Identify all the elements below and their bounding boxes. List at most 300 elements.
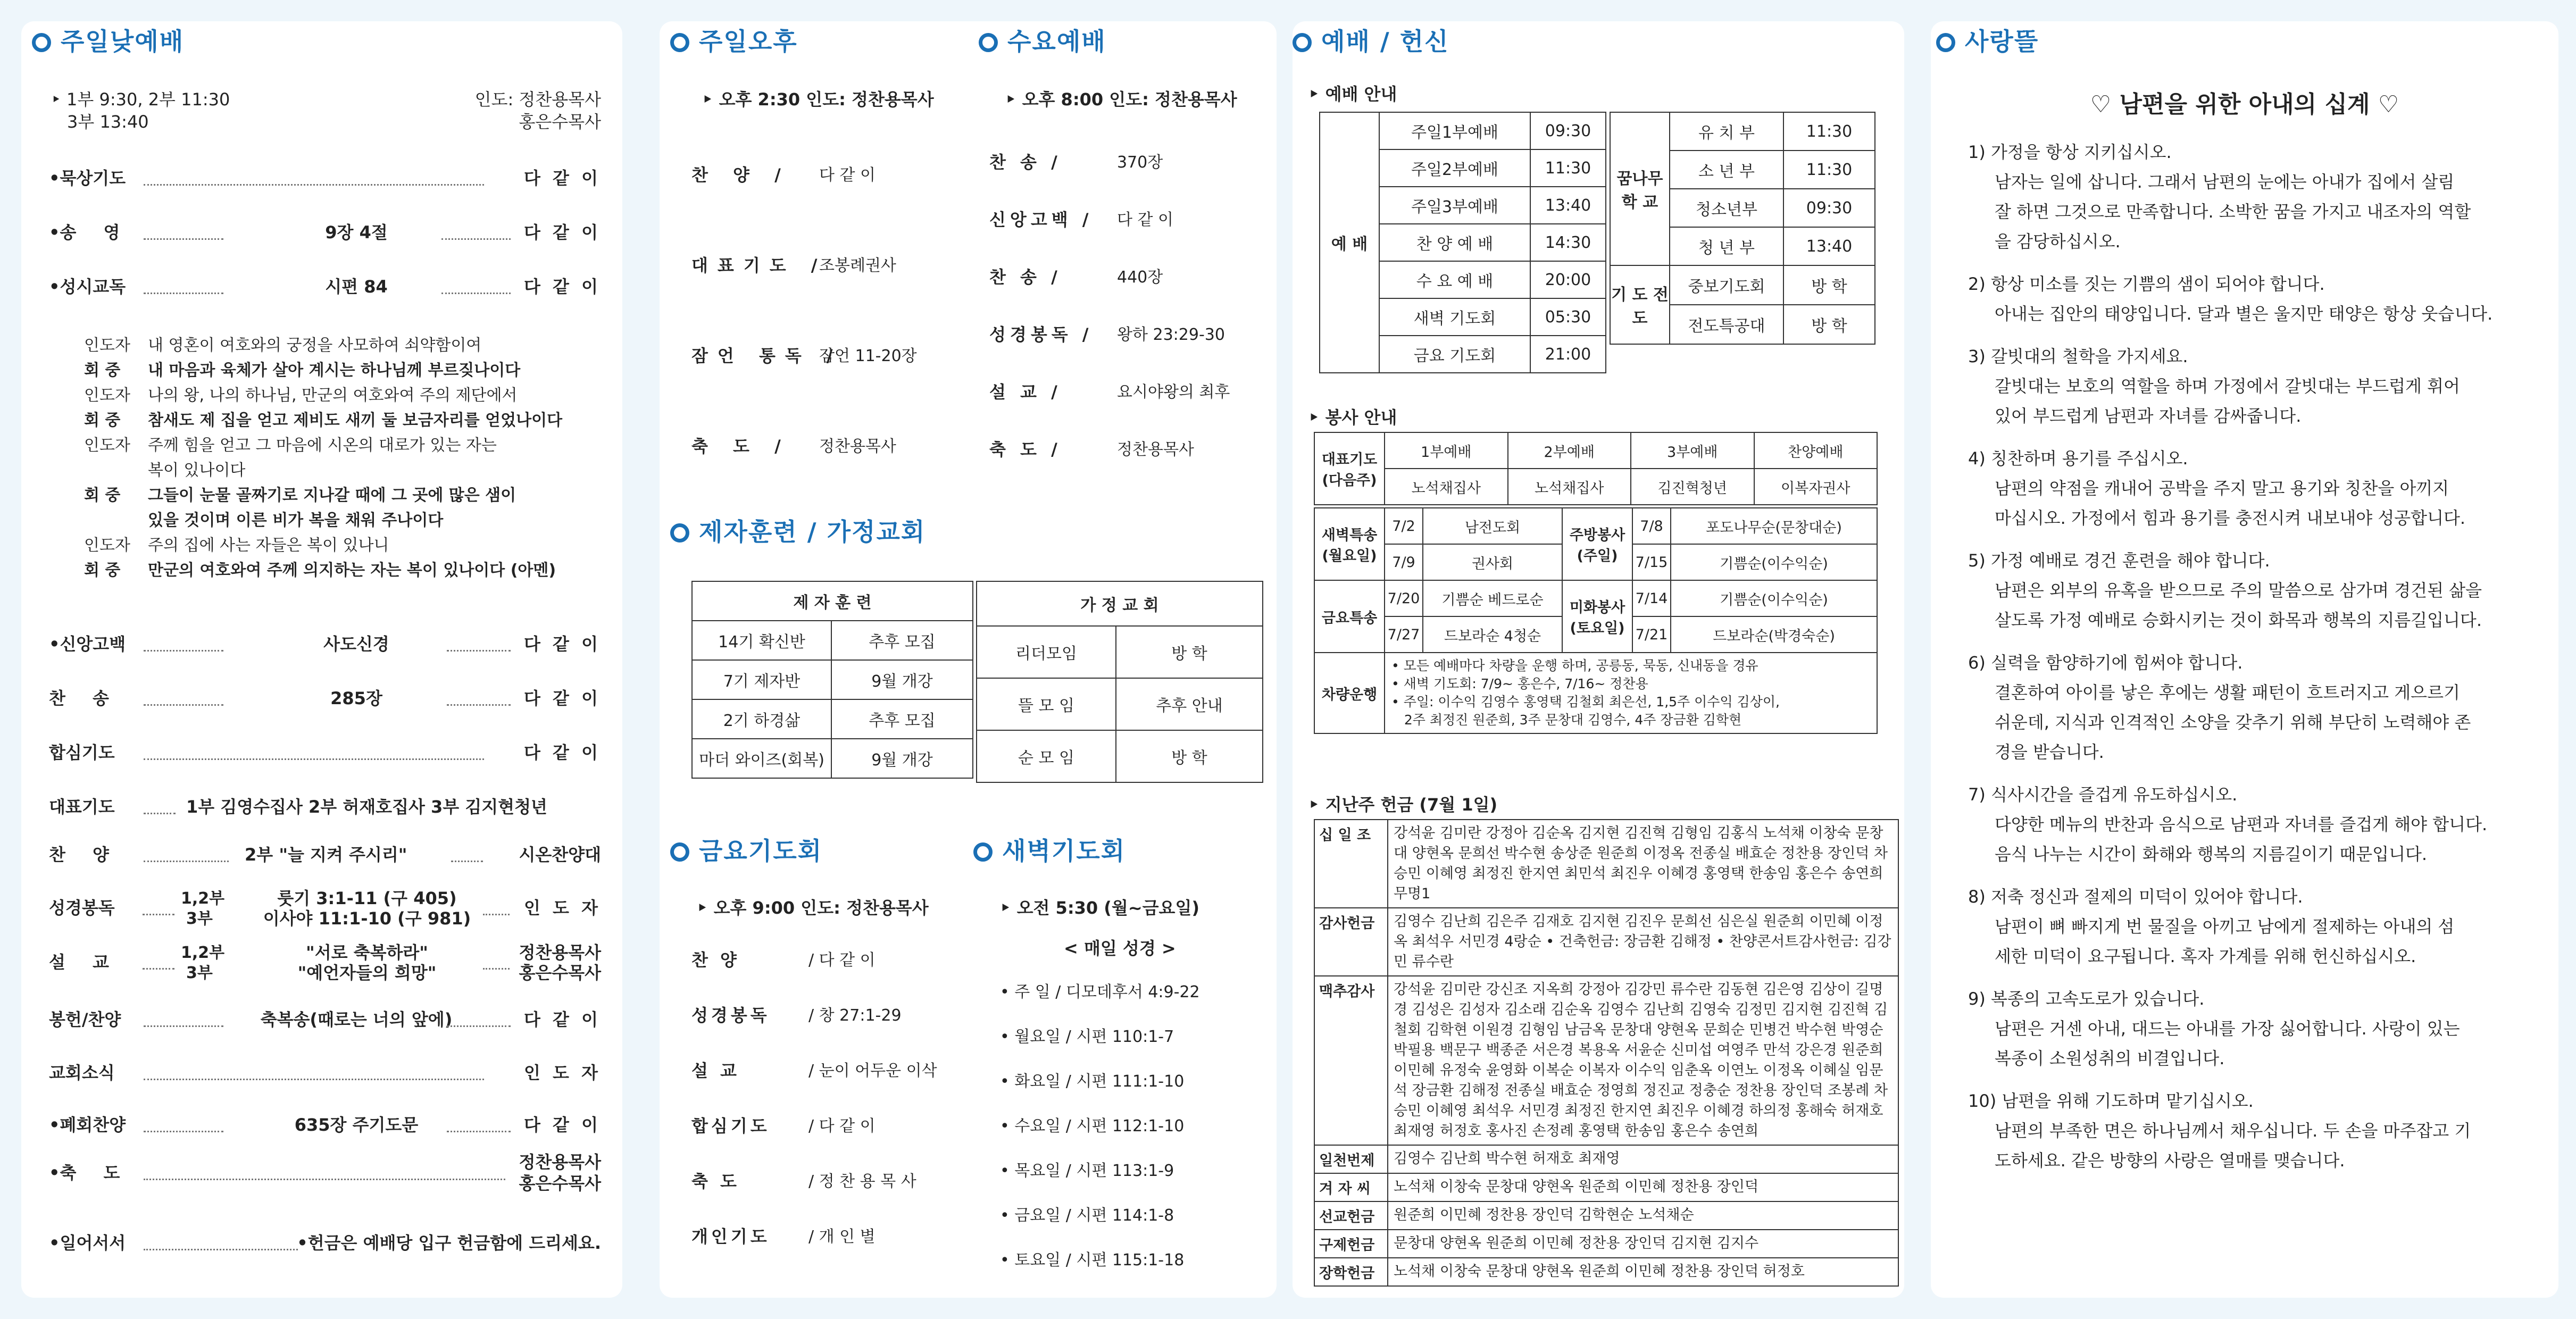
reading-label: 성경봉독 (49, 898, 115, 918)
dawn-reading: • 월요일 / 시편 110:1-7 (1000, 1028, 1174, 1046)
love-item-title: 4) 칭찬하며 용기를 주십시오. (1968, 448, 2188, 469)
love-item (1968, 882, 2542, 971)
item-label: 축 도 / (691, 436, 790, 456)
dot-leader (441, 292, 511, 294)
offering-category: 감사헌금 (1315, 908, 1388, 975)
love-item (1968, 780, 2542, 869)
prayer-name: 전도특공대 (1670, 305, 1783, 344)
leader-2: 홍은수목사 (519, 112, 601, 132)
offering-names: 김영수 김난희 박수현 허재호 최재영 (1394, 1150, 1620, 1167)
service-time: 21:00 (1530, 336, 1606, 373)
course-status: 9월 개강 (831, 660, 973, 699)
dept-time: 09:30 (1783, 189, 1875, 227)
table-row (692, 660, 973, 699)
love-item-body: 경을 받습니다. (1995, 742, 2104, 762)
date-cell: 7/8 (1632, 508, 1671, 544)
offering-row (1315, 976, 1898, 1146)
order-label: 찬 양 (49, 845, 109, 865)
item-value: 조봉례권사 (819, 256, 896, 275)
meeting-status: 방 학 (1116, 626, 1263, 678)
item-value: 왕하 23:29-30 (1117, 325, 1225, 344)
order-label: 교회소식 (49, 1063, 115, 1083)
bless-pastor-1: 정찬용목사 (519, 1152, 601, 1172)
section-title-training: 제자훈련 / 가정교회 (670, 513, 926, 548)
order-right: 다 같 이 (523, 222, 601, 243)
sermon-parts: 1,2부 (181, 944, 225, 962)
sermon-parts-2: 3부 (186, 964, 213, 982)
order-label: •묵상기도 (49, 168, 126, 188)
course-name: 7기 제자반 (692, 660, 831, 699)
item-label: 찬 송 / (989, 267, 1062, 287)
responsive-text: 주의 집에 사는 자들은 복이 있나니 (148, 536, 389, 555)
table-row (692, 699, 973, 739)
worship-guide-label: ‣ 예배 안내 (1308, 84, 1397, 104)
table-row (692, 739, 973, 778)
service-name: 주일2부예배 (1379, 149, 1530, 187)
item-label: 찬 송 / (989, 152, 1062, 172)
order-right: 시온찬양대 (519, 845, 601, 865)
offering-label: ‣ 지난주 헌금 (7월 1일) (1308, 795, 1498, 815)
service-time: 09:30 (1530, 112, 1606, 149)
panel-love-garden (1931, 21, 2558, 1298)
team-cell: 기쁨순(이수익순) (1671, 580, 1877, 616)
offering-row (1315, 1174, 1898, 1202)
responsive-text: 주께 힘을 얻고 그 마음에 시온의 대로가 있는 자는 (148, 436, 497, 455)
course-status: 추후 모집 (831, 621, 973, 660)
offering-row (1315, 820, 1898, 908)
dawn-sub: < 매일 성경 > (1064, 938, 1176, 958)
ring-icon (1936, 33, 1955, 52)
table-row (1610, 112, 1875, 151)
dot-leader (144, 1025, 223, 1027)
rep-header: 3부예배 (1631, 432, 1754, 469)
order-right: 인 도 자 (523, 1063, 601, 1083)
worship-group: 예 배 (1320, 112, 1379, 373)
offering-category: 십 일 조 (1315, 820, 1388, 907)
dot-leader (483, 913, 510, 915)
item-label: 합심기도 (691, 1116, 770, 1136)
love-item (1968, 269, 2542, 329)
service-name: 주일1부예배 (1379, 112, 1530, 149)
dot-leader (144, 704, 223, 706)
love-item (1968, 648, 2542, 767)
course-name: 2기 하경삶 (692, 699, 831, 739)
service-name: 주일3부예배 (1379, 187, 1530, 224)
responsive-text: 내 마음과 육체가 살아 계시는 하나님께 부르짖나이다 (148, 361, 521, 380)
section-title-wednesday: 수요예배 (979, 22, 1106, 57)
dawn-reading: • 토요일 / 시편 115:1-18 (1000, 1251, 1185, 1270)
item-label: 축 도 / (989, 439, 1062, 460)
love-item-body: 남편의 약점을 캐내어 공박을 주지 말고 용기와 칭찬을 아끼지 (1995, 478, 2449, 498)
reading-text-2: 이사야 11:1-10 (구 981) (263, 908, 471, 929)
order-right: 다 같 이 (523, 742, 601, 763)
ring-icon (973, 842, 993, 862)
item-value: / 눈이 어두운 이삭 (808, 1062, 937, 1080)
responsive-line (84, 432, 497, 455)
service-time: 11:30 (1530, 149, 1606, 187)
date-cell: 7/14 (1632, 580, 1671, 616)
ring-icon (32, 33, 51, 52)
dept-time: 11:30 (1783, 112, 1875, 151)
offering-category: 맥추감사 (1315, 976, 1388, 1145)
love-item-body: 을 감당하십시오. (1995, 231, 2121, 252)
item-value: / 다 같 이 (808, 1117, 876, 1136)
offering-category: 구제헌금 (1315, 1230, 1388, 1257)
date-cell: 7/2 (1385, 508, 1423, 544)
ring-icon (979, 33, 998, 52)
love-item-body: 남편이 뼈 빠지게 번 물질을 아끼고 남에게 절제하는 아내의 섬 (1995, 916, 2455, 937)
table-row (1610, 265, 1875, 305)
section-title-friday: 금요기도회 (670, 832, 822, 867)
offering-category: 장학헌금 (1315, 1258, 1388, 1285)
love-item-body: 결혼하여 아이를 낳은 후에는 생활 패턴이 흐트러지고 게으르기 (1995, 682, 2460, 703)
offering-names: 노석채 이창숙 문창대 양현옥 원준희 이민혜 정찬용 장인덕 (1394, 1179, 1759, 1195)
order-label: 봉헌/찬양 (49, 1009, 121, 1030)
service-name: 찬 양 예 배 (1379, 224, 1530, 261)
rep-header: 2부예배 (1508, 432, 1631, 469)
love-item-body: 갈빗대는 보호의 역할을 하며 가정에서 갈빗대는 부드럽게 휘어 (1995, 376, 2460, 396)
prayer-status: 방 학 (1783, 305, 1875, 344)
meeting-name: 순 모 임 (977, 730, 1116, 782)
responsive-line (84, 507, 443, 530)
item-value: 370장 (1117, 153, 1163, 172)
table-row (977, 626, 1263, 678)
responsive-speaker: 회 중 (84, 361, 121, 380)
responsive-text: 있을 것이며 이른 비가 복을 채워 주나이다 (148, 511, 444, 530)
offering-category: 겨 자 씨 (1315, 1174, 1388, 1201)
dot-leader (447, 704, 511, 706)
offering-names: 노석채 이창숙 문창대 양현옥 원준희 이민혜 정찬용 장인덕 허정호 (1394, 1263, 1805, 1280)
service-time: 20:00 (1530, 261, 1606, 298)
offering-names: 강석윤 김미란 강신조 지옥희 강정아 김강민 류수란 김동현 김은영 김상이 길명경 김성은 김성자 김소래 김순옥 김영수 김난희 김영숙 김정민 김지현 김진혁 김철회 김학현 이원경 김형임 남금옥 문창대 양현옥 문희순 민병건 박수현 박영순 박필용 백문구 백종준 서은경 복용옥 서윤순 신미섭 여영주 만석 강은경 원준희 이민혜 유정숙 윤영화 이복순 이복자 이수익 임춘옥 이연노 이정옥 이혜실 임문석 장금환 김해정 전종실 배효순 정영희 정진교 정충순 정찬용 장인덕 조봉례 차승민 이혜영 최석우 서민경 최정진 한지연 최진우 이혜경 하의정 홍해숙 허재호 최재영 허정호 홍사진 손정례 홍영택 한송임 홍은수 송연희 (1394, 981, 1888, 1139)
item-value: 440장 (1117, 268, 1163, 287)
panel-worship-offering (1293, 21, 1904, 1298)
meeting-status: 추후 안내 (1116, 678, 1263, 730)
dot-leader (144, 860, 229, 862)
order-right: 다 같 이 (523, 277, 601, 297)
service-guide-label: ‣ 봉사 안내 (1308, 407, 1397, 428)
item-value: 정찬용목사 (1117, 440, 1194, 459)
love-item (1968, 984, 2542, 1073)
team-cell: 남전도회 (1423, 508, 1562, 544)
service-name: 새벽 기도회 (1379, 298, 1530, 336)
section-title-sunday-pm: 주일오후 (670, 22, 798, 57)
responsive-line (84, 407, 562, 430)
love-item-body: 남편은 거센 아내, 대드는 아내를 가장 싫어합니다. 사랑이 있는 (1995, 1019, 2460, 1039)
dot-leader (144, 758, 484, 760)
item-value: 정찬용목사 (819, 437, 896, 456)
team-cell: 권사회 (1423, 544, 1562, 580)
love-item (1968, 137, 2542, 256)
love-item-body: 있어 부드럽게 남편과 자녀를 감싸줍니다. (1995, 406, 2302, 426)
offering-names: 김영수 김난희 김은주 김재호 김지현 김진우 문희선 심은실 원준희 이민혜 이정옥 최석우 서민경 4랑순 • 건축헌금: 장금환 김해정 • 찬양콘서트감사헌금: 김강민 류수란 (1394, 913, 1891, 970)
dawn-time: ‣ 오전 5:30 (월~금요일) (1000, 898, 1200, 918)
dot-leader (144, 1248, 298, 1250)
team-cell: 드보라순(박경숙순) (1671, 616, 1877, 653)
reading-right: 인 도 자 (523, 898, 601, 918)
order-label: •성시교독 (49, 277, 126, 297)
dept-time: 13:40 (1783, 227, 1875, 265)
offering-category: 일천번제 (1315, 1146, 1388, 1173)
offering-row (1315, 1230, 1898, 1258)
section-title-love: 사랑뜰 (1936, 22, 2039, 57)
responsive-line (84, 357, 520, 380)
item-value: 다 같 이 (1117, 211, 1174, 229)
kitchen-label: 주방봉사 (주일) (1562, 508, 1632, 580)
date-cell: 7/27 (1385, 616, 1423, 653)
love-heading: ♡ 남편을 위한 아내의 십계 ♡ (2090, 91, 2399, 118)
reading-parts-2: 3부 (186, 909, 213, 928)
service-times-2: 3부 13:40 (67, 112, 149, 132)
responsive-speaker: 회 중 (84, 561, 121, 580)
rep-header: 찬양예배 (1754, 432, 1878, 469)
order-center: 축복송(때로는 너의 앞에) (260, 1009, 453, 1030)
item-label: 신앙고백 / (989, 210, 1093, 230)
offering-note: •헌금은 예배당 입구 헌금함에 드리세요. (297, 1233, 601, 1253)
item-value: / 다 같 이 (808, 951, 876, 970)
dot-leader (144, 238, 223, 240)
item-label: 성경봉독 / (989, 324, 1093, 345)
reading-text-1: 룻기 3:1-11 (구 405) (277, 888, 457, 908)
responsive-speaker: 회 중 (84, 486, 121, 505)
love-item-body: 복종이 소원성취의 비결입니다. (1995, 1048, 2225, 1068)
dawn-reading: • 화요일 / 시편 111:1-10 (1000, 1072, 1185, 1091)
worship-times-table (1319, 112, 1606, 373)
dot-leader (451, 860, 483, 862)
dot-leader (144, 183, 484, 186)
offering-row (1315, 1202, 1898, 1230)
prayer-group: 기 도 전 도 (1610, 265, 1670, 344)
love-item-body: 쉬운데, 지식과 인격적인 소양을 갖추기 위해 부단히 노력해야 존 (1995, 712, 2471, 732)
dept-name: 청 년 부 (1670, 227, 1783, 265)
item-label: 찬 양 / (691, 165, 790, 185)
service-times: ‣ 1부 9:30, 2부 11:30 (51, 89, 230, 110)
wednesday-time: ‣ 오후 8:00 인도: 정찬용목사 (1005, 89, 1237, 110)
item-label: 찬 양 (691, 950, 740, 970)
table-row (977, 678, 1263, 730)
special-service-table (1314, 507, 1878, 734)
home-church-table (976, 581, 1263, 783)
order-label: •폐회찬양 (49, 1115, 126, 1135)
order-center: 635장 주기도문 (294, 1115, 419, 1135)
section-title-worship: 예배 / 헌신 (1293, 22, 1449, 57)
love-item-body: 다양한 메뉴의 반찬과 음식으로 남편과 자녀를 즐겁게 해야 합니다. (1995, 814, 2488, 834)
course-name: 14기 확신반 (692, 621, 831, 660)
love-item (1968, 341, 2542, 431)
rep-name: 노석채집사 (1508, 469, 1631, 505)
dept-name: 유 치 부 (1670, 112, 1783, 151)
item-value: / 정 찬 용 목 사 (808, 1172, 916, 1191)
table-row (977, 730, 1263, 782)
dot-leader (447, 1025, 511, 1027)
team-cell: 기쁨순 베드로순 (1423, 580, 1562, 616)
ring-icon (1293, 33, 1312, 52)
sermon-preacher-2: 홍은수목사 (519, 963, 601, 983)
love-item-body: 마십시오. 가정에서 힘과 용기를 충전시켜 내보내야 성공합니다. (1995, 508, 2466, 528)
love-item-body: 잘 하면 그것으로 만족합니다. 소박한 꿈을 가지고 내조자의 역할 (1995, 202, 2471, 222)
date-cell: 7/9 (1385, 544, 1423, 580)
section-title-dawn: 새벽기도회 (973, 832, 1126, 867)
love-item-body: 도하세요. 같은 방향의 사랑은 열매를 맺습니다. (1995, 1150, 2345, 1171)
responsive-speaker: 회 중 (84, 411, 121, 430)
table-row (1320, 112, 1606, 149)
fri-special-label: 금요특송 (1314, 580, 1385, 653)
sermon-label: 설 교 (49, 952, 109, 972)
bless-pastor-2: 홍은수목사 (519, 1173, 601, 1193)
love-item-title: 3) 갈빗대의 철학을 가지세요. (1968, 346, 2188, 366)
school-group: 꿈나무 학 교 (1610, 112, 1670, 265)
dot-leader (144, 1078, 484, 1080)
love-item-body: 음식 나누는 시간이 화해와 행복의 지름길이기 때문입니다. (1995, 844, 2428, 864)
ring-icon (670, 523, 689, 542)
friday-time: ‣ 오후 9:00 인도: 정찬용목사 (697, 898, 929, 918)
dot-leader (144, 292, 223, 294)
leader-1: 인도: 정찬용목사 (474, 89, 601, 110)
item-label: 축 도 (691, 1171, 740, 1191)
item-label: 개인기도 (691, 1226, 770, 1247)
offering-row (1315, 1258, 1898, 1285)
order-right: 다 같 이 (523, 688, 601, 708)
dot-leader (143, 913, 174, 915)
dot-leader (144, 1130, 223, 1132)
order-center: 2부 "늘 지켜 주시리" (245, 845, 407, 865)
section-title-sunday-noon: 주일낮예배 (32, 22, 184, 57)
offering-names: 강석윤 김미란 강정아 김순옥 김지현 김진혁 김형임 김홍식 노석채 이창숙 문창대 양현옥 문희선 박수현 송상준 원준희 이정옥 전종실 배효순 정찬용 장인덕 차승민 이혜영 최정진 한지연 최민석 최진우 이혜경 홍영택 한송임 홍은수 송연희 무명1 (1394, 825, 1888, 902)
responsive-speaker: 인도자 (84, 336, 130, 355)
car-label: 차량운행 (1314, 653, 1385, 733)
responsive-text: 그들이 눈물 골짜기로 지나갈 때에 그 곳에 많은 샘이 (148, 486, 516, 505)
love-item-body: 아내는 집안의 태양입니다. 달과 별은 울지만 태양은 항상 웃습니다. (1995, 304, 2493, 324)
date-cell: 7/20 (1385, 580, 1423, 616)
beauty-label: 미화봉사 (토요일) (1562, 580, 1632, 653)
offering-names: 문창대 양현옥 원준희 이민혜 정찬용 장인덕 김지현 김지수 (1394, 1235, 1759, 1251)
order-label: 대표기도 (49, 797, 115, 817)
prayer-status: 방 학 (1783, 265, 1875, 305)
prayer-name: 중보기도회 (1670, 265, 1783, 305)
love-item-title: 8) 저축 정신과 절제의 미덕이 있어야 합니다. (1968, 887, 2303, 907)
love-item-title: 1) 가정을 항상 지키십시오. (1968, 142, 2172, 162)
responsive-text: 참새도 제 집을 얻고 제비도 새끼 둘 보금자리를 얻었나이다 (148, 411, 563, 430)
offering-names: 원준희 이민혜 정찬용 장인덕 김학현순 노석채순 (1394, 1207, 1694, 1223)
rep-name: 김진혁청년 (1631, 469, 1754, 505)
team-cell: 포도나무순(문창대순) (1671, 508, 1877, 544)
dept-name: 청소년부 (1670, 189, 1783, 227)
dot-leader (144, 649, 223, 652)
rep-prayer-label: 대표기도 (다음주) (1314, 432, 1385, 505)
love-item (1968, 546, 2542, 635)
course-status: 9월 개강 (831, 739, 973, 778)
item-value: / 창 27:1-29 (808, 1006, 902, 1025)
ring-icon (670, 33, 689, 52)
love-item-title: 6) 실력을 함양하기에 힘써야 합니다. (1968, 653, 2243, 673)
love-item-body: 남편의 부족한 면은 하나님께서 채우십니다. 두 손을 마주잡고 기 (1995, 1121, 2471, 1141)
order-center: 9장 4절 (325, 222, 388, 243)
rep-prayer-table (1314, 432, 1878, 505)
responsive-text: 나의 왕, 나의 하나님, 만군의 여호와여 주의 제단에서 (148, 386, 518, 405)
sermon-title-1: "서로 축복하라" (306, 942, 428, 963)
reading-parts: 1,2부 (181, 889, 225, 908)
love-item-title: 9) 복종의 고속도로가 있습니다. (1968, 989, 2205, 1009)
item-label: 설 교 / (989, 382, 1062, 402)
sermon-preacher-1: 정찬용목사 (519, 942, 601, 963)
service-time: 13:40 (1530, 187, 1606, 224)
responsive-text: 복이 있나이다 (148, 461, 246, 480)
love-item-title: 5) 가정 예배로 경건 훈련을 해야 합니다. (1968, 550, 2270, 571)
offering-category: 선교헌금 (1315, 1202, 1388, 1229)
dawn-reading: • 수요일 / 시편 112:1-10 (1000, 1117, 1185, 1136)
responsive-line (84, 557, 556, 580)
order-center: 1부 김영수집사 2부 허재호집사 3부 김지현청년 (186, 797, 547, 817)
responsive-line (84, 532, 389, 555)
item-label: 잠언 통독 / (691, 346, 843, 366)
table-row (692, 621, 973, 660)
service-name: 수 요 예 배 (1379, 261, 1530, 298)
love-item-title: 7) 식사시간을 즐겁게 유도하십시오. (1968, 784, 2238, 805)
item-value: 다 같 이 (819, 166, 876, 185)
course-name: 마더 와이즈(회복) (692, 739, 831, 778)
team-cell: 기쁨순(이수익순) (1671, 544, 1877, 580)
order-center: 시편 84 (325, 277, 388, 297)
responsive-speaker: 인도자 (84, 436, 130, 455)
offering-list (1314, 819, 1899, 1287)
panel-sunday-noon (21, 21, 622, 1298)
love-item-title: 2) 항상 미소를 짓는 기쁨의 샘이 되어야 합니다. (1968, 274, 2325, 294)
item-label: 대표기도 / (691, 255, 827, 276)
love-item-title: 10) 남편을 위해 기도하며 맡기십시오. (1968, 1091, 2254, 1111)
responsive-line (84, 482, 516, 505)
school-times-table (1610, 112, 1875, 345)
disciple-header: 제 자 훈 련 (692, 581, 973, 621)
order-label: 찬 송 (49, 688, 109, 708)
responsive-line (84, 457, 245, 480)
dawn-reading: • 목요일 / 시편 113:1-9 (1000, 1162, 1174, 1180)
love-item-body: 살도록 가정 예배로 승화시키는 것이 화목과 행복의 지름길입니다. (1995, 610, 2482, 630)
meeting-name: 리더모임 (977, 626, 1116, 678)
meeting-status: 방 학 (1116, 730, 1263, 782)
order-label: •송 영 (49, 222, 120, 243)
dot-leader (441, 238, 511, 240)
love-item-body: 남편은 외부의 유혹을 받으므로 주의 말씀으로 삼가며 경건된 삶을 (1995, 580, 2482, 600)
love-item (1968, 444, 2542, 533)
ring-icon (670, 842, 689, 862)
responsive-speaker: 인도자 (84, 536, 130, 555)
order-center: 사도신경 (323, 634, 389, 654)
team-cell: 드보라순 4청순 (1423, 616, 1562, 653)
car-info: • 모든 예배마다 차량을 운행 하며, 공릉동, 묵동, 신내동을 경유 • 새벽 기도회: 7/9~ 홍은수, 7/16~ 정찬용 • 주일: 이수익 김영수 홍영택 김철회 최은선, 1,5주 이수익 김상이, 2주 최정진 원준희, 3주 문창대 김영수, 4주 장금환 김학현 (1385, 653, 1877, 733)
meeting-name: 뜰 모 임 (977, 678, 1116, 730)
dot-leader (144, 812, 176, 814)
love-item-body: 남자는 일에 삽니다. 그래서 남편의 눈에는 아내가 집에서 살림 (1995, 172, 2455, 192)
responsive-text: 만군의 여호와여 주께 의지하는 자는 복이 있나이다 (아멘) (148, 561, 556, 580)
rep-name: 노석채집사 (1385, 469, 1508, 505)
dot-leader (447, 649, 511, 652)
dawn-reading: • 주 일 / 디모데후서 4:9-22 (1000, 983, 1200, 1001)
item-value: / 개 인 별 (808, 1228, 876, 1246)
responsive-line (84, 382, 517, 405)
service-name: 금요 기도회 (1379, 336, 1530, 373)
dawn-reading: • 금요일 / 시편 114:1-8 (1000, 1206, 1174, 1225)
item-label: 성경봉독 (691, 1005, 770, 1025)
item-value: 요시야왕의 최후 (1117, 383, 1230, 402)
sunday-pm-time: ‣ 오후 2:30 인도: 정찬용목사 (702, 89, 934, 110)
dot-leader (483, 967, 510, 970)
date-cell: 7/21 (1632, 616, 1671, 653)
order-right: 다 같 이 (523, 1009, 601, 1030)
dot-leader (447, 1130, 511, 1132)
rise-label: •일어서서 (49, 1233, 126, 1253)
rep-name: 이복자권사 (1754, 469, 1878, 505)
date-cell: 7/15 (1632, 544, 1671, 580)
